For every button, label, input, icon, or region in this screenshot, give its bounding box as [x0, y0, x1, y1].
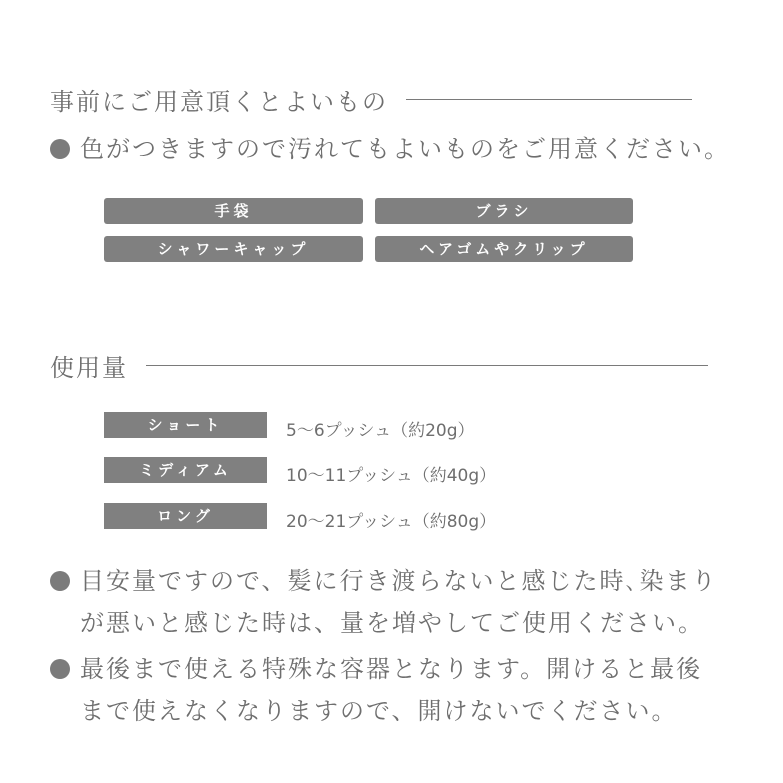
usage-value-short: 5〜6プッシュ（約20g） — [286, 421, 475, 441]
usage-value-medium: 10〜11プッシュ（約40g） — [286, 466, 497, 486]
note-amount-text — [80, 560, 718, 644]
prep-heading-row — [50, 82, 692, 117]
prep-heading: 事前にご用意頂くとよいもの — [50, 88, 388, 116]
prep-note-text: 色がつきますので汚れてもよいものをご用意ください。 — [80, 135, 730, 163]
item-brush: ブラシ — [375, 198, 633, 224]
usage-heading: 使用量 — [50, 354, 128, 382]
note-amount-line2: が悪いと感じた時は、量を増やしてご使用ください。 — [80, 609, 704, 637]
bullet-icon — [50, 571, 70, 591]
note-amount — [50, 560, 718, 644]
usage-value-long: 20〜21プッシュ（約80g） — [286, 512, 497, 532]
note-amount-line1: 目安量ですので、髪に行き渡らないと感じた時､染まり — [80, 567, 718, 595]
bullet-icon — [50, 659, 70, 679]
usage-heading-rule — [146, 365, 708, 366]
prep-heading-rule — [406, 99, 692, 100]
note-container — [50, 648, 702, 732]
usage-label-medium: ミディアム — [104, 457, 267, 483]
item-gloves: 手袋 — [104, 198, 363, 224]
bullet-icon — [50, 139, 70, 159]
note-container-line2: まで使えなくなりますので、開けないでください。 — [80, 697, 678, 725]
usage-label-long: ロング — [104, 503, 267, 529]
note-container-line1: 最後まで使える特殊な容器となります。開けると最後 — [80, 655, 703, 683]
item-shower-cap: シャワーキャップ — [104, 236, 363, 262]
usage-heading-row — [50, 348, 708, 383]
usage-label-short: ショート — [104, 412, 267, 438]
prep-note — [50, 128, 730, 170]
note-container-text — [80, 648, 702, 732]
item-hair-ties-clips: ヘアゴムやクリップ — [375, 236, 633, 262]
